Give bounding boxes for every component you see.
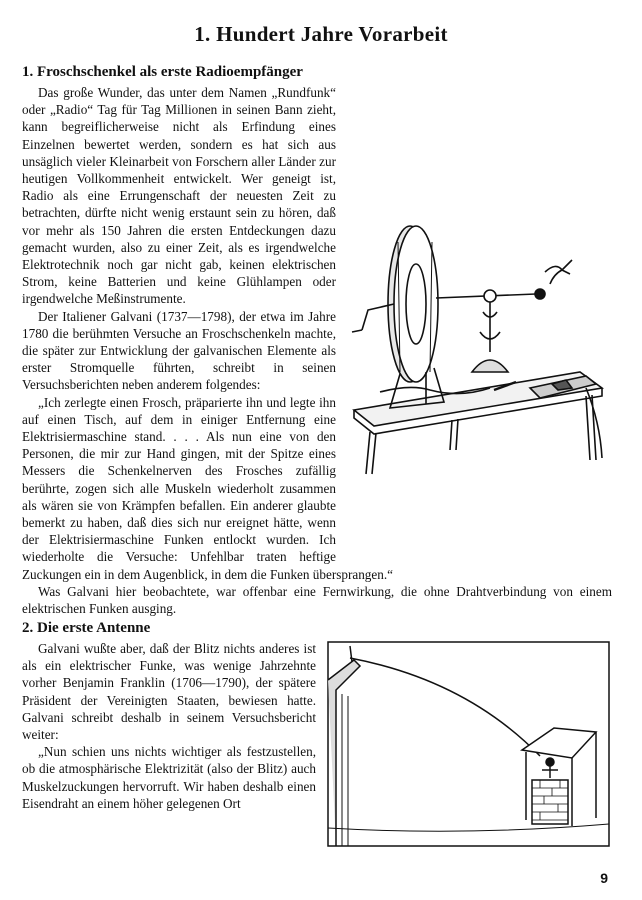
paragraph: Das große Wunder, das unter dem Namen „Rundfunk“ oder „Radio“ Tag für Tag Millionen in seinen Bann zieht, kann begreiflicherweise nicht als Erfindung eines Einzelnen bewertet werden, sondern es hat sich aus unsäglich vieler Kleinarbeit von Forschern aller Länder zur heutigen Vollkommenheit entwickelt. Wer geneigt ist, Radio als eine Errungenschaft der neuesten Zeit zu betrachten, dürfte nicht wenig erstaunt sein zu hören, daß vor mehr als 150 Jahren die ersten Entdeckungen dazu gemacht wurden, also zu einer Zeit, als es irgendwelche Elektrotechnik noch gar nicht gab, keinen elektrischen Strom, keine Batterien und keine Glühlampen oder irgendwelche Meßinstrumente.	[22, 85, 336, 307]
chapter-title: 1. Hundert Jahre Vorarbeit	[194, 22, 448, 46]
paragraph: Der Italiener Galvani (1737—1798), der etwa im Jahre 1780 die berühmten Versuche an Froschschenkeln machte, die später zur Entwicklung der galvanischen Elemente als erster Stromquelle führten, schreibt in seinen Versuchsberichten neben anderem folgendes:	[22, 308, 336, 393]
section-2-heading: 2. Die erste Antenne	[22, 620, 151, 636]
page-number: 9	[600, 870, 608, 886]
paragraph: Was Galvani hier beobachtete, war offenbar eine Fernwirkung, die ohne Drahtverbindung von einem elektrischen Funken ausging.	[22, 583, 612, 617]
antenna-illustration	[326, 640, 611, 848]
section-2-body	[22, 640, 316, 812]
paragraph: Galvani wußte aber, daß der Blitz nichts anderes ist als ein elektrischer Funke, was wenige Jahrzehnte vorher Benjamin Franklin (1706—1790), der spätere Präsident der Vereinigten Staaten, bewiesen hatte. Galvani schreibt deshalb in seinem Versuchsbericht weiter:	[22, 641, 316, 743]
section-1-heading: 1. Froschschenkel als erste Radioempfänger	[22, 64, 303, 80]
galvani-experiment-illustration	[340, 212, 610, 482]
quote-paragraph: „Ich zerlegte einen Frosch, präparierte ihn und legte ihn auf einen Tisch, auf dem in einiger Entfernung eine Elektrisiermaschine stand. . . . Als nun eine von den Personen, die mir zur Hand gingen, mit der Spitze eines Messers die Schenkelnerven des Frosches zufällig berührte, zogen sich alle Muskeln wiederholt zusammen als wären sie von Krämpfen befallen. Ein anderer glaubte bemerkt zu haben, daß dies sich nur ereignet hätte, wenn der Elektrisiermaschine Funken entlockt wurden. Ich wiederholte die Versuche: Unfehlbar traten heftige Zuckungen ein in dem Augenblick, in dem die Funken übersprangen.“	[22, 394, 393, 582]
quote-paragraph: „Nun schien uns nichts wichtiger als festzustellen, ob die atmosphärische Elektrizität (also der Blitz) auch Muskelzuckungen hervorruft. Wir haben deshalb einen Eisendraht an einem höher gelegenen Ort	[22, 744, 316, 811]
